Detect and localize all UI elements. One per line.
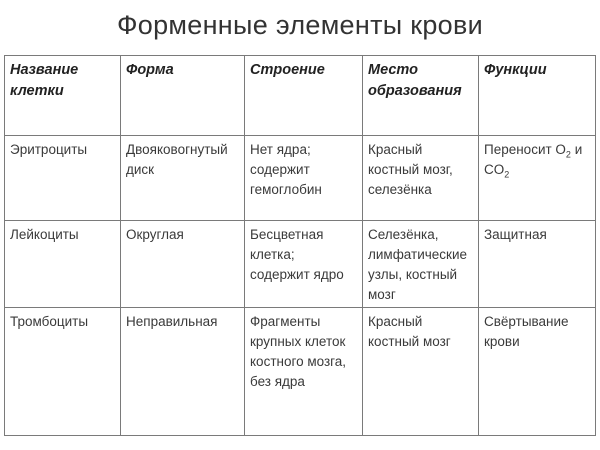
table-row <box>5 308 596 436</box>
function-text-mid: и CO <box>484 142 583 177</box>
page-title: Форменные элементы крови <box>116 10 484 40</box>
function-text-prefix: Переносит O <box>484 142 566 157</box>
table-header-row <box>5 56 596 136</box>
cell-structure: Фрагменты крупных клеток костного мозга, без ядра <box>245 308 363 436</box>
cell-function: Свёртывание крови <box>479 308 596 436</box>
table-row <box>5 136 596 221</box>
cell-structure: Бесцветная клетка; содержит ядро <box>245 221 363 308</box>
function-subscript-2: 2 <box>504 169 510 180</box>
cell-structure: Нет ядра; содержит гемоглобин <box>245 136 363 221</box>
header-cell-name: Название клетки <box>5 56 121 136</box>
function-subscript-1: 2 <box>565 149 571 160</box>
cell-shape: Двояковогнутый диск <box>121 136 245 221</box>
cell-function <box>479 136 596 221</box>
table-row <box>5 221 596 308</box>
cell-name: Лейкоциты <box>5 221 121 308</box>
blood-cells-table <box>4 55 596 436</box>
cell-origin: Селезёнка, лимфатические узлы, костный мозг <box>363 221 479 308</box>
cell-name: Эритроциты <box>5 136 121 221</box>
header-cell-structure: Строение <box>245 56 363 136</box>
header-cell-shape: Форма <box>121 56 245 136</box>
cell-name: Тромбоциты <box>5 308 121 436</box>
cell-shape: Неправильная <box>121 308 245 436</box>
header-cell-function: Функции <box>479 56 596 136</box>
header-cell-origin: Место образования <box>363 56 479 136</box>
cell-origin: Красный костный мозг <box>363 308 479 436</box>
cell-origin: Красный костный мозг, селезёнка <box>363 136 479 221</box>
cell-function: Защитная <box>479 221 596 308</box>
cell-shape: Округлая <box>121 221 245 308</box>
